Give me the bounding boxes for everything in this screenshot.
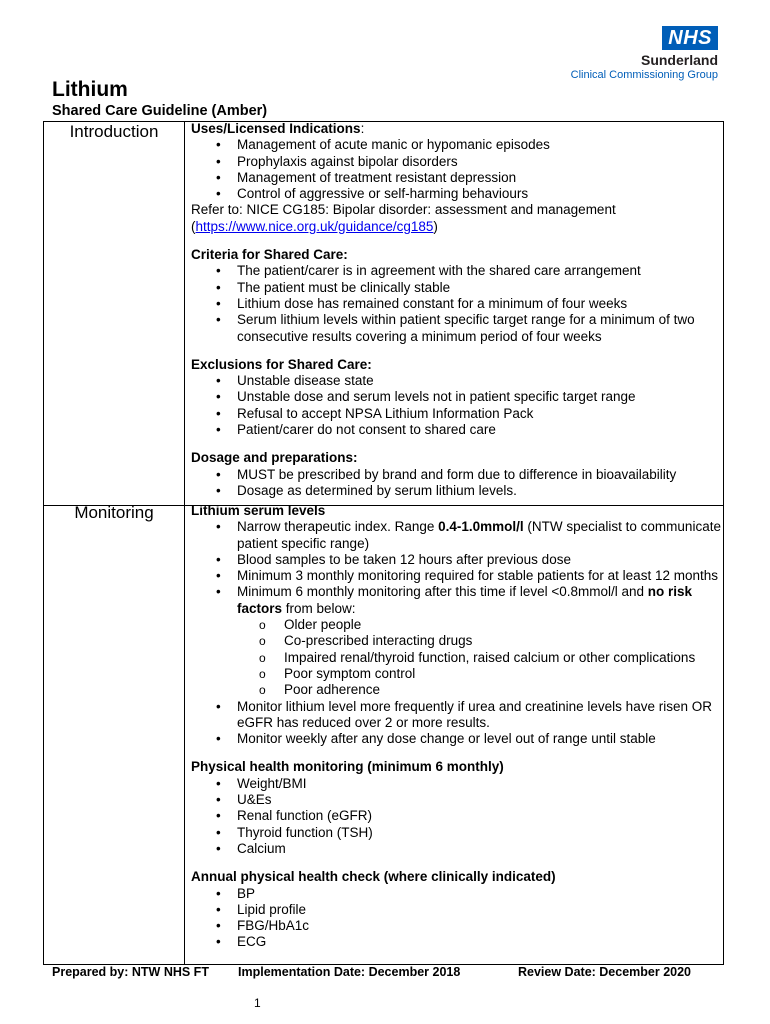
row-label-monitoring: Monitoring [74, 503, 154, 522]
list-item: • Monitor lithium level more frequently if urea and creatinine levels have risen OR eGFR has reduced over 2 or more results. [191, 699, 721, 732]
list-item: • Management of treatment resistant depression [191, 170, 716, 186]
uses-heading: Uses/Licensed Indications: [191, 121, 365, 136]
nice-guidance-link[interactable]: https://www.nice.org.uk/guidance/cg185 [195, 218, 434, 234]
serum-list [191, 519, 721, 747]
list-item: • Lithium dose has remained constant for a minimum of four weeks [191, 296, 716, 312]
annual-list [191, 886, 721, 951]
list-item: • Unstable dose and serum levels not in patient specific target range [191, 389, 716, 405]
list-item: o Older people [237, 617, 721, 633]
footer-implementation-date: Implementation Date: December 2018 [238, 965, 461, 979]
criteria-heading: Criteria for Shared Care: [191, 247, 348, 263]
list-item: • Narrow therapeutic index. Range 0.4-1.0mmol/l (NTW specialist to communicate patient specific range) [191, 519, 721, 552]
list-item: • BP [191, 886, 721, 902]
list-item: • Renal function (eGFR) [191, 808, 721, 824]
dosage-list [191, 467, 716, 500]
exclusions-list [191, 373, 716, 438]
row-label-introduction: Introduction [69, 122, 159, 141]
list-item: o Co-prescribed interacting drugs [237, 633, 721, 649]
list-item: • The patient must be clinically stable [191, 280, 716, 296]
page-number: 1 [254, 996, 261, 1010]
list-item: • Refusal to accept NPSA Lithium Information Pack [191, 406, 716, 422]
list-item: • Thyroid function (TSH) [191, 825, 721, 841]
introduction-content [191, 121, 716, 499]
serum-heading: Lithium serum levels [191, 503, 326, 518]
physical-heading: Physical health monitoring (minimum 6 monthly) [191, 759, 504, 775]
list-item: • Monitor weekly after any dose change or level out of range until stable [191, 731, 721, 747]
reference-line: (https://www.nice.org.uk/guidance/cg185) [191, 218, 438, 234]
physical-list [191, 776, 721, 857]
page-subtitle: Shared Care Guideline (Amber) [52, 103, 268, 119]
org-name: Sunderland [640, 52, 718, 68]
list-item: • Patient/carer do not consent to shared care [191, 422, 716, 438]
nhs-logo [571, 26, 718, 82]
list-item: • Unstable disease state [191, 373, 716, 389]
footer-prepared-by: Prepared by: NTW NHS FT [52, 965, 209, 979]
list-item: • Control of aggressive or self-harming behaviours [191, 186, 716, 202]
list-item: • Prophylaxis against bipolar disorders [191, 154, 716, 170]
refer-text: Refer to: NICE CG185: Bipolar disorder: assessment and management [191, 202, 616, 218]
dosage-heading: Dosage and preparations: [191, 450, 358, 466]
list-item: • ECG [191, 934, 721, 950]
annual-heading: Annual physical health check (where clinically indicated) [191, 869, 556, 885]
list-item: • Dosage as determined by serum lithium levels. [191, 483, 716, 499]
exclusions-heading: Exclusions for Shared Care: [191, 356, 372, 372]
list-item: o Impaired renal/thyroid function, raised calcium or other complications [237, 650, 721, 666]
org-subtitle: Clinical Commissioning Group [570, 69, 718, 81]
list-item: o Poor symptom control [237, 666, 721, 682]
monitoring-content [191, 503, 721, 951]
list-item: • Serum lithium levels within patient specific target range for a minimum of two consecutive results covering a minimum period of four weeks [191, 312, 716, 345]
list-item: • Blood samples to be taken 12 hours after previous dose [191, 552, 721, 568]
list-item: • Minimum 6 monthly monitoring after this time if level <0.8mmol/l and no risk factors from below: o Older people o Co-prescribed interacting drugs o Impaired renal/thyroid function, raised calcium or other complications o Poor symptom control o Poor adherence [191, 584, 721, 698]
footer-review-date: Review Date: December 2020 [518, 965, 692, 979]
list-item: • Calcium [191, 841, 721, 857]
list-item: o Poor adherence [237, 682, 721, 698]
list-item: • FBG/HbA1c [191, 918, 721, 934]
column-divider [184, 122, 185, 964]
nhs-badge: NHS [662, 26, 718, 50]
list-item: • Minimum 3 monthly monitoring required for stable patients for at least 12 months [191, 568, 721, 584]
page-title: Lithium [52, 78, 128, 101]
criteria-list [191, 263, 716, 344]
uses-list [191, 137, 716, 202]
risk-factors-list [237, 617, 721, 698]
list-item: • U&Es [191, 792, 721, 808]
list-item: • Lipid profile [191, 902, 721, 918]
list-item: • Management of acute manic or hypomanic episodes [191, 137, 716, 153]
list-item: • MUST be prescribed by brand and form due to difference in bioavailability [191, 467, 716, 483]
list-item: • The patient/carer is in agreement with the shared care arrangement [191, 263, 716, 279]
list-item: • Weight/BMI [191, 776, 721, 792]
